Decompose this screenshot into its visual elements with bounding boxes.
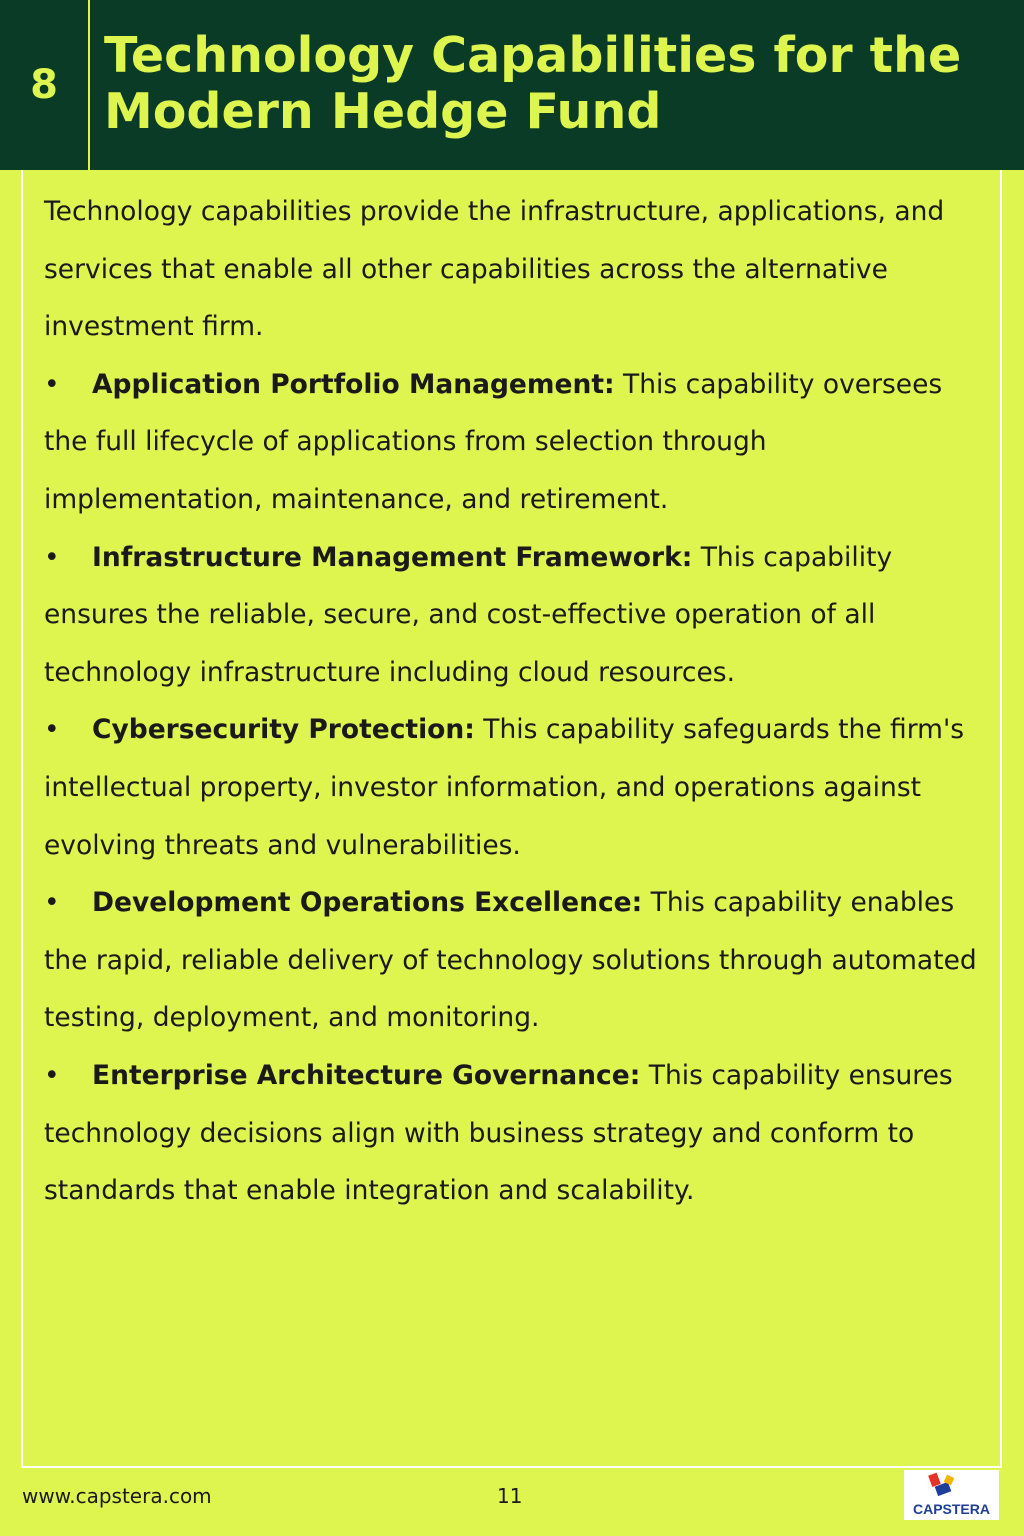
bullet-text: This capability ensures the reliable, secure, and cost-effective operation of all technology infrastructure including cloud resources. <box>44 541 893 688</box>
bullet-item <box>44 356 989 529</box>
bullet-symbol: • <box>44 1059 60 1091</box>
bullet-symbol: • <box>44 887 60 919</box>
page-number: 11 <box>497 1484 523 1508</box>
document-body <box>44 183 989 1220</box>
bullet-term: Application Portfolio Management: <box>92 368 615 400</box>
bullet-term: Infrastructure Management Framework: <box>92 541 693 573</box>
page-header <box>0 0 1024 170</box>
capstera-logo-icon <box>904 1470 999 1520</box>
bullet-term: Cybersecurity Protection: <box>92 714 475 746</box>
bullet-text: This capability safeguards the firm's intellectual property, investor information, and operations against evolving threats and vulnerabilities. <box>44 714 965 861</box>
bullet-text: This capability oversees the full lifecycle of applications from selection through implementation, maintenance, and retirement. <box>44 368 943 515</box>
bullet-symbol: • <box>44 714 60 746</box>
bullet-item <box>44 529 989 702</box>
bullet-symbol: • <box>44 541 60 573</box>
capstera-logo <box>904 1470 999 1520</box>
bullet-symbol: • <box>44 368 60 400</box>
chapter-number: 8 <box>30 62 58 108</box>
bullet-item <box>44 874 989 1047</box>
bullet-term: Development Operations Excellence: <box>92 887 643 919</box>
bullet-item <box>44 701 989 874</box>
bullet-text: This capability ensures technology decisions align with business strategy and conform to standards that enable integration and scalability. <box>44 1059 953 1207</box>
bullet-text: This capability enables the rapid, reliable delivery of technology solutions through automated testing, deployment, and monitoring. <box>44 887 977 1034</box>
bullet-term: Enterprise Architecture Governance: <box>92 1059 641 1091</box>
page-title: Technology Capabilities for the Modern Hedge Fund <box>104 27 962 140</box>
logo-wordmark: CAPSTERA <box>912 1501 991 1517</box>
bullet-item <box>44 1047 989 1220</box>
header-divider <box>88 0 90 170</box>
footer-url[interactable]: www.capstera.com <box>22 1484 212 1508</box>
intro-paragraph: Technology capabilities provide the infrastructure, applications, and services that enable all other capabilities across the alternative investment firm. <box>44 196 945 343</box>
